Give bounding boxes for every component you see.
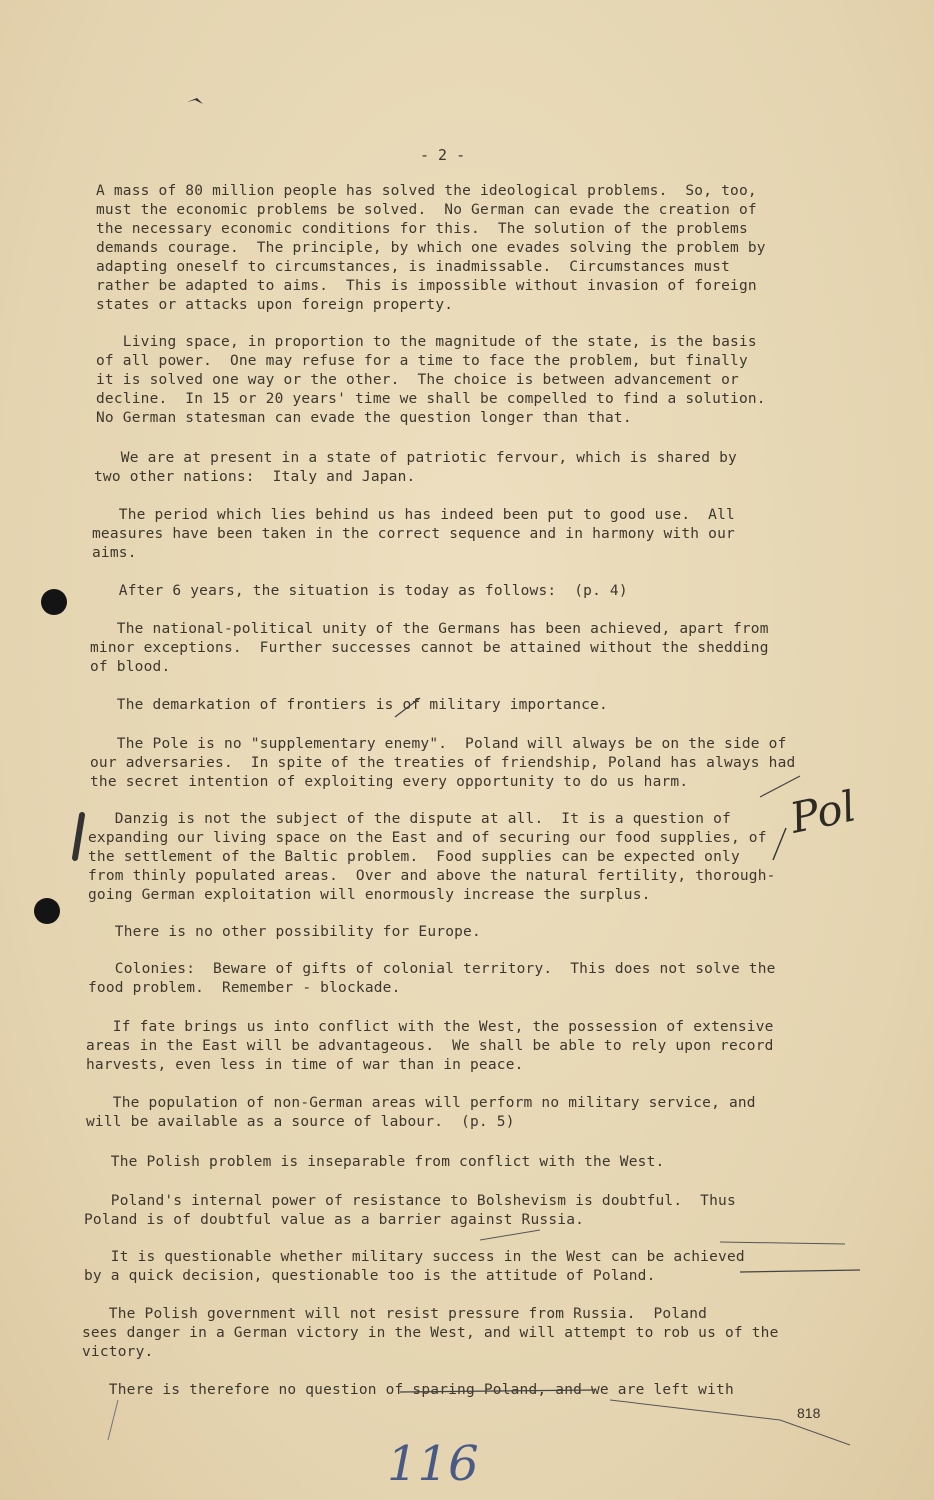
paragraph-line: If fate brings us into conflict with the West, the possession of extensive: [86, 1019, 774, 1035]
paragraph-line: After 6 years, the situation is today as follows: (p. 4): [92, 583, 628, 599]
paragraph-line: the necessary economic conditions for this. The solution of the problems: [96, 221, 748, 237]
paragraph: [96, 182, 934, 315]
paragraph: [88, 923, 934, 942]
paragraph-line: The population of non-German areas will perform no military service, and: [86, 1095, 756, 1111]
margin-annotation: [770, 760, 900, 850]
paragraph-line: food problem. Remember - blockade.: [88, 980, 401, 996]
paragraph: [94, 449, 934, 487]
paragraph-line: adapting oneself to circumstances, is inadmissable. Circumstances must: [96, 259, 731, 275]
paragraph-line: rather be adapted to aims. This is impossible without invasion of foreign: [96, 278, 757, 294]
punch-hole-lower: [34, 898, 60, 924]
paragraph: [84, 1153, 934, 1172]
paragraph: [92, 506, 934, 563]
paragraph-line: from thinly populated areas. Over and above the natural fertility, thorough-: [88, 868, 776, 884]
paragraph-line: of all power. One may refuse for a time to face the problem, but finally: [96, 353, 748, 369]
paragraph: [82, 1381, 934, 1400]
paragraph-line: it is solved one way or the other. The choice is between advancement or: [96, 372, 739, 388]
paragraph-line: The national-political unity of the Germans has been achieved, apart from: [90, 621, 769, 637]
paragraph-line: The Polish problem is inseparable from conflict with the West.: [84, 1154, 665, 1170]
paragraph-line: our adversaries. In spite of the treaties of friendship, Poland has always had: [90, 755, 796, 771]
paragraph-line: The Polish government will not resist pressure from Russia. Poland: [82, 1306, 708, 1322]
paragraph: [86, 1094, 934, 1132]
paragraph-line: victory.: [82, 1344, 154, 1360]
paragraph-line: the secret intention of exploiting every opportunity to do us harm.: [90, 774, 689, 790]
margin-annotation-text: Pol: [785, 781, 860, 843]
paragraph: [88, 960, 934, 998]
paragraph-line: Poland's internal power of resistance to Bolshevism is doubtful. Thus: [84, 1193, 736, 1209]
paragraph-line: Poland is of doubtful value as a barrier against Russia.: [84, 1212, 585, 1228]
paragraph: [92, 582, 934, 601]
handwritten-number-text: 116: [387, 1436, 479, 1492]
paragraph-line: two other nations: Italy and Japan.: [94, 469, 416, 485]
paragraph: [86, 1018, 934, 1075]
paragraph: [84, 1192, 934, 1230]
scan-speck: [185, 92, 215, 112]
paragraph-line: decline. In 15 or 20 years' time we shall be compelled to find a solution.: [96, 391, 766, 407]
paragraph-line: must the economic problems be solved. No German can evade the creation of: [96, 202, 757, 218]
paragraph-line: A mass of 80 million people has solved the ideological problems. So, too,: [96, 183, 757, 199]
paragraph: [90, 696, 934, 715]
punch-hole-upper: [41, 589, 67, 615]
paragraph-line: by a quick decision, questionable too is the attitude of Poland.: [84, 1268, 656, 1284]
paragraph-line: No German statesman can evade the question longer than that.: [96, 410, 632, 426]
paragraph-line: measures have been taken in the correct sequence and in harmony with our: [92, 526, 735, 542]
paragraph-line: sees danger in a German victory in the West, and will attempt to rob us of the: [82, 1325, 779, 1341]
paragraph-line: of blood.: [90, 659, 171, 675]
paragraph-line: states or attacks upon foreign property.: [96, 297, 454, 313]
paragraph-line: aims.: [92, 545, 137, 561]
page-number: - 2 -: [420, 146, 466, 164]
paragraph-line: It is questionable whether military success in the West can be achieved: [84, 1249, 745, 1265]
paragraph-line: will be available as a source of labour. (p. 5): [86, 1114, 515, 1130]
paragraph-line: There is no other possibility for Europe.: [88, 924, 481, 940]
paragraph-line: going German exploitation will enormously increase the surplus.: [88, 887, 651, 903]
paragraph-line: the settlement of the Baltic problem. Food supplies can be expected only: [88, 849, 740, 865]
paragraph-line: The demarkation of frontiers is of military importance.: [90, 697, 608, 713]
paragraph: [90, 620, 934, 677]
paragraph-line: harvests, even less in time of war than in peace.: [86, 1057, 524, 1073]
paragraph-line: minor exceptions. Further successes cannot be attained without the shedding: [90, 640, 769, 656]
paragraph-line: Living space, in proportion to the magnitude of the state, is the basis: [96, 334, 757, 350]
paragraph: [84, 1248, 934, 1286]
paragraph: [82, 1305, 934, 1362]
paragraph: [96, 333, 934, 428]
handwritten-number: [383, 1432, 493, 1492]
folio-number: 818: [797, 1405, 821, 1421]
paragraph-line: Danzig is not the subject of the dispute at all. It is a question of: [88, 811, 731, 827]
paragraph-line: areas in the East will be advantageous. We shall be able to rely upon record: [86, 1038, 774, 1054]
paragraph-line: demands courage. The principle, by which one evades solving the problem by: [96, 240, 766, 256]
paragraph-line: We are at present in a state of patriotic fervour, which is shared by: [94, 450, 737, 466]
paragraph-line: There is therefore no question of sparing Poland, and we are left with: [82, 1382, 734, 1398]
paragraph-line: Colonies: Beware of gifts of colonial territory. This does not solve the: [88, 961, 776, 977]
paragraph-line: The period which lies behind us has indeed been put to good use. All: [92, 507, 735, 523]
paragraph-line: The Pole is no "supplementary enemy". Poland will always be on the side of: [90, 736, 787, 752]
paragraph-line: expanding our living space on the East and of securing our food supplies, of: [88, 830, 767, 846]
